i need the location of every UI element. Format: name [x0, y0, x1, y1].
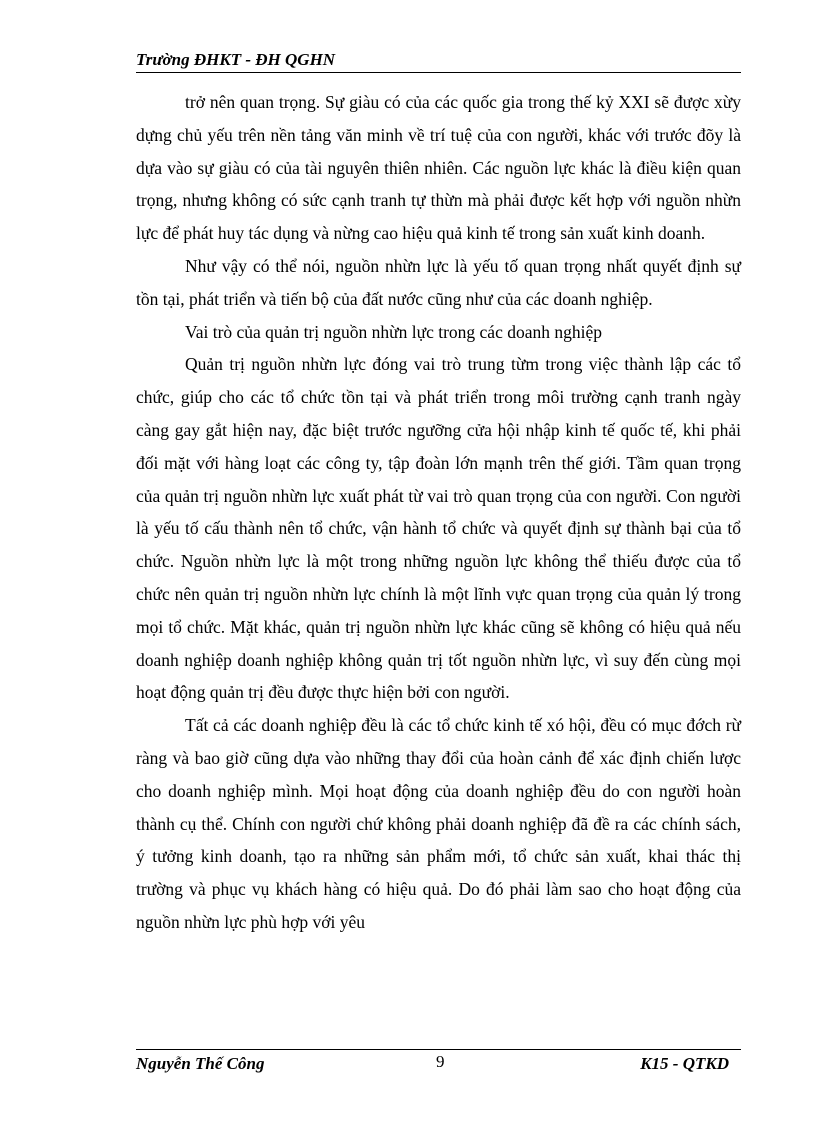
section-heading: Vai trò của quản trị nguồn nhừn lực trong các doanh nghiệp	[185, 321, 602, 342]
paragraph: trở nên quan trọng. Sự giàu có của các quốc gia trong thế kỷ XXI sẽ được xừy dựng chủ yếu trên nền tảng văn minh về trí tuệ của con người, khác với trước đõy là dựa vào sự giàu có của tài nguyên thiên nhiên. Các nguồn lực khác là điều kiện quan trọng, nhưng không có sức cạnh tranh tự thừn mà phải được kết hợp với nguồn nhừn lực để phát huy tác dụng và nừng cao hiệu quả kinh tế trong sản xuất kinh doanh.	[136, 92, 741, 244]
page-footer	[136, 1049, 741, 1080]
header-title: Trường ĐHKT - ĐH QGHN	[136, 50, 336, 69]
document-body	[136, 86, 741, 939]
footer-class-code: K15 - QTKD	[640, 1054, 729, 1073]
paragraph: Như vậy có thể nói, nguồn nhừn lực là yếu tố quan trọng nhất quyết định sự tồn tại, phát triển và tiến bộ của đất nước cũng như của các doanh nghiệp.	[136, 255, 741, 309]
page-header	[136, 50, 741, 73]
paragraph: Quản trị nguồn nhừn lực đóng vai trò trung từm trong việc thành lập các tổ chức, giúp cho các tổ chức tồn tại và phát triển trong môi trường cạnh tranh ngày càng gay gắt hiện nay, đặc biệt trước ngưỡng cửa hội nhập kinh tế quốc tế, khi phải đối mặt với hàng loạt các công ty, tập đoàn lớn mạnh trên thế giới. Tầm quan trọng của quản trị nguồn nhừn lực xuất phát từ vai trò quan trọng của con người. Con người là yếu tố cấu thành nên tổ chức, vận hành tổ chức và quyết định sự thành bại của tổ chức. Nguồn nhừn lực là một trong những nguồn lực không thể thiếu được của tổ chức nên quản trị nguồn nhừn lực chính là một lĩnh vực quan trọng của quản lý trong mọi tổ chức. Mặt khác, quản trị nguồn nhừn lực khác cũng sẽ không có hiệu quả nếu doanh nghiệp doanh nghiệp không quản trị tốt nguồn nhừn lực, vì suy đến cùng mọi hoạt động quản trị đều được thực hiện bởi con người.	[136, 354, 741, 703]
footer-author: Nguyễn Thế Công	[136, 1054, 265, 1073]
page-number: 9	[436, 1052, 445, 1071]
paragraph: Tất cả các doanh nghiệp đều là các tổ chức kinh tế xó hội, đều có mục đớch rừ ràng và bao giờ cũng dựa vào những thay đổi của hoàn cảnh để xác định chiến lược cho doanh nghiệp mình. Mọi hoạt động của doanh nghiệp đều do con người hoàn thành cụ thể. Chính con người chứ không phải doanh nghiệp đã đề ra các chính sách, ý tưởng kinh doanh, tạo ra những sản phẩm mới, tổ chức sản xuất, khai thác thị trường và phục vụ khách hàng có hiệu quả. Do đó phải làm sao cho hoạt động của nguồn nhừn lực phù hợp với yêu	[136, 715, 741, 932]
